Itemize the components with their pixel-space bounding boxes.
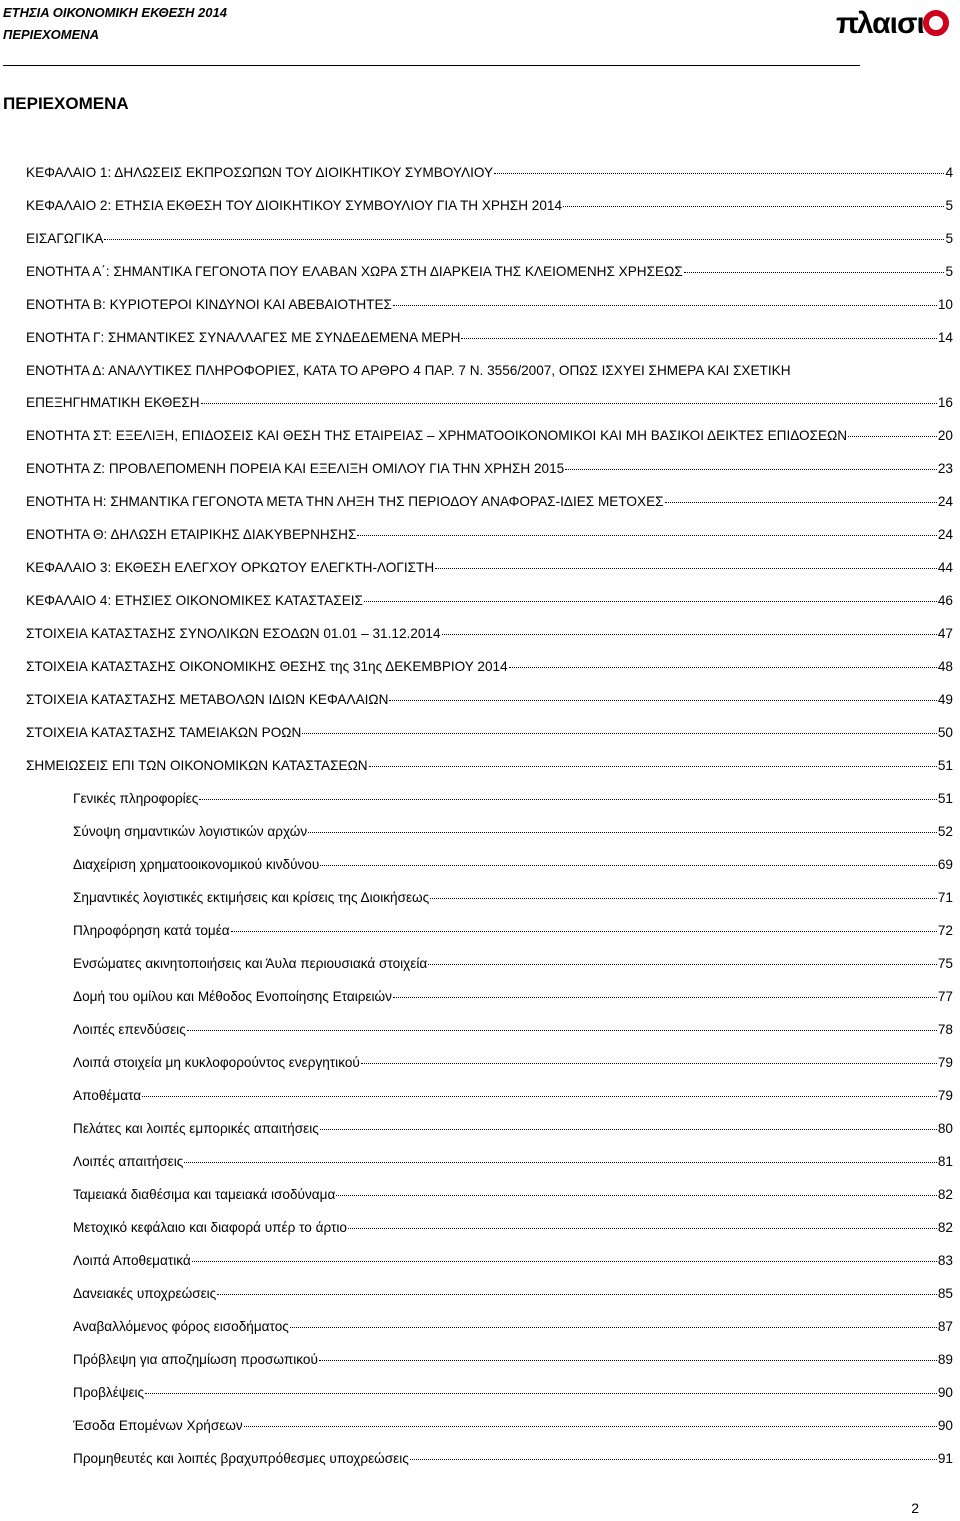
toc-entry[interactable] bbox=[73, 1418, 953, 1440]
dot-leader bbox=[308, 832, 937, 833]
toc-entry[interactable] bbox=[26, 165, 953, 187]
toc-entry-page: 83 bbox=[937, 1253, 953, 1268]
toc-entry[interactable] bbox=[26, 428, 953, 450]
toc-entry-label: ΕΝΟΤΗΤΑ Α΄: ΣΗΜΑΝΤΙΚΑ ΓΕΓΟΝΟΤΑ ΠΟΥ ΕΛΑΒΑΝ ΧΩΡΑ ΣΤΗ ΔΙΑΡΚΕΙΑ ΤΗΣ ΚΛΕΙΟΜΕΝΗΣ ΧΡΗΣΕΩΣ bbox=[26, 264, 683, 279]
toc-entry-page: 47 bbox=[937, 626, 953, 641]
report-title: ΕΤΗΣΙΑ ΟΙΚΟΝΟΜΙΚΗ ΕΚΘΕΣΗ 2014 bbox=[3, 5, 227, 20]
toc-entry-label: ΕΙΣΑΓΩΓΙΚΑ bbox=[26, 231, 104, 246]
toc-entry-page: 23 bbox=[937, 461, 953, 476]
toc-entry-page: 82 bbox=[937, 1220, 953, 1235]
plaisio-logo bbox=[832, 2, 952, 46]
toc-entry-page: 5 bbox=[945, 198, 953, 213]
toc-entry-label: Πληροφόρηση κατά τομέα bbox=[73, 923, 230, 938]
dot-leader bbox=[336, 1195, 937, 1196]
toc-entry-page: 16 bbox=[937, 395, 953, 410]
toc-entry-page: 50 bbox=[937, 725, 953, 740]
toc-entry-page: 51 bbox=[937, 758, 953, 773]
dot-leader bbox=[199, 799, 937, 800]
dot-leader bbox=[348, 1228, 937, 1229]
toc-entry-label: Λοιπά στοιχεία μη κυκλοφορούντος ενεργητικού bbox=[73, 1055, 360, 1070]
toc-entry-page: 82 bbox=[937, 1187, 953, 1202]
header-text-block bbox=[3, 2, 227, 46]
toc-entry[interactable] bbox=[26, 593, 953, 615]
toc-entry-label: ΕΠΕΞΗΓΗΜΑΤΙΚΗ ΕΚΘΕΣΗ bbox=[26, 395, 200, 410]
toc-entry-page: 14 bbox=[937, 330, 953, 345]
dot-leader bbox=[290, 1327, 937, 1328]
toc-entry-page: 49 bbox=[937, 692, 953, 707]
toc-entry-page: 24 bbox=[937, 494, 953, 509]
toc-entry-page: 10 bbox=[937, 297, 953, 312]
toc-entry[interactable] bbox=[73, 857, 953, 879]
toc-entry-label: ΣΤΟΙΧΕΙΑ ΚΑΤΑΣΤΑΣΗΣ ΣΥΝΟΛΙΚΩΝ ΕΣΟΔΩΝ 01.01 – 31.12.2014 bbox=[26, 626, 441, 641]
toc-entry-page: 79 bbox=[937, 1055, 953, 1070]
dot-leader bbox=[430, 898, 937, 899]
toc-entry-label: Λοιπά Αποθεματικά bbox=[73, 1253, 191, 1268]
toc-entry-page: 20 bbox=[937, 428, 953, 443]
toc-entry-page: 24 bbox=[937, 527, 953, 542]
toc-entry[interactable] bbox=[73, 1055, 953, 1077]
toc-entry-label: ΣΤΟΙΧΕΙΑ ΚΑΤΑΣΤΑΣΗΣ ΤΑΜΕΙΑΚΩΝ ΡΟΩΝ bbox=[26, 725, 302, 740]
dot-leader bbox=[320, 1129, 937, 1130]
toc-entry-label: Πρόβλεψη για αποζημίωση προσωπικού bbox=[73, 1352, 318, 1367]
toc-entry[interactable] bbox=[73, 1220, 953, 1242]
toc-entry-page: 80 bbox=[937, 1121, 953, 1136]
header-rule bbox=[3, 65, 860, 66]
toc-entry-page: 79 bbox=[937, 1088, 953, 1103]
svg-text:πλαισι: πλαισι bbox=[836, 7, 924, 40]
toc-entry-label: Λοιπές επενδύσεις bbox=[73, 1022, 186, 1037]
dot-leader bbox=[494, 173, 944, 174]
dot-leader bbox=[393, 305, 937, 306]
toc-entry-label: ΚΕΦΑΛΑΙΟ 3: ΕΚΘΕΣΗ ΕΛΕΓΧΟΥ ΟΡΚΩΤΟΥ ΕΛΕΓΚΤΗ-ΛΟΓΙΣΤΗ bbox=[26, 560, 435, 575]
toc-entry[interactable] bbox=[73, 1385, 953, 1407]
dot-leader bbox=[320, 865, 937, 866]
toc-entry[interactable] bbox=[26, 758, 953, 780]
toc-entry-label: Προβλέψεις bbox=[73, 1385, 145, 1400]
dot-leader bbox=[187, 1030, 937, 1031]
toc-entry[interactable] bbox=[73, 1253, 953, 1275]
toc-entry-page: 90 bbox=[937, 1385, 953, 1400]
toc-entry-page: 77 bbox=[937, 989, 953, 1004]
toc-entry-label: Μετοχικό κεφάλαιο και διαφορά υπέρ το άρτιο bbox=[73, 1220, 347, 1235]
toc-entry-page: 89 bbox=[937, 1352, 953, 1367]
dot-leader bbox=[428, 964, 937, 965]
toc-entry-label: Αποθέματα bbox=[73, 1088, 142, 1103]
toc-entry[interactable] bbox=[26, 461, 953, 483]
toc-entry-label: ΕΝΟΤΗΤΑ Η: ΣΗΜΑΝΤΙΚΑ ΓΕΓΟΝΟΤΑ ΜΕΤΑ ΤΗΝ ΛΗΞΗ ΤΗΣ ΠΕΡΙΟΔΟΥ ΑΝΑΦΟΡΑΣ-ΙΔΙΕΣ ΜΕΤΟΧΕΣ bbox=[26, 494, 664, 509]
toc-entry[interactable] bbox=[26, 527, 953, 549]
toc-entry[interactable] bbox=[26, 725, 953, 747]
toc-entry[interactable] bbox=[73, 1352, 953, 1374]
toc-entry[interactable] bbox=[73, 1154, 953, 1176]
toc-entry-page: 78 bbox=[937, 1022, 953, 1037]
toc-entry-label: ΕΝΟΤΗΤΑ Δ: ΑΝΑΛΥΤΙΚΕΣ ΠΛΗΡΟΦΟΡΙΕΣ, ΚΑΤΑ ΤΟ ΑΡΘΡΟ 4 ΠΑΡ. 7 Ν. 3556/2007, ΟΠΩΣ ΙΣΧΥΕΙ ΣΗΜΕΡΑ ΚΑΙ ΣΧΕΤΙΚΗ bbox=[26, 363, 791, 378]
toc-entry[interactable] bbox=[26, 264, 953, 286]
toc-entry-label: Δανειακές υποχρεώσεις bbox=[73, 1286, 217, 1301]
toc-entry[interactable] bbox=[26, 330, 953, 352]
toc-entry[interactable] bbox=[73, 923, 953, 945]
toc-entry[interactable] bbox=[26, 659, 953, 681]
dot-leader bbox=[184, 1162, 937, 1163]
toc-entry[interactable] bbox=[26, 692, 953, 714]
toc-entry-label: ΚΕΦΑΛΑΙΟ 2: ΕΤΗΣΙΑ ΕΚΘΕΣΗ ΤΟΥ ΔΙΟΙΚΗΤΙΚΟΥ ΣΥΜΒΟΥΛΙΟΥ ΓΙΑ ΤΗ ΧΡΗΣΗ 2014 bbox=[26, 198, 563, 213]
toc-entry[interactable] bbox=[26, 560, 953, 582]
toc-entry-page: 46 bbox=[937, 593, 953, 608]
toc-entry-label: Προμηθευτές και λοιπές βραχυπρόθεσμες υποχρεώσεις bbox=[73, 1451, 409, 1466]
dot-leader bbox=[393, 997, 937, 998]
dot-leader bbox=[192, 1261, 937, 1262]
toc-entry-page: 52 bbox=[937, 824, 953, 839]
toc-entry-label: ΕΝΟΤΗΤΑ Β: ΚΥΡΙΟΤΕΡΟΙ ΚΙΝΔΥΝΟΙ ΚΑΙ ΑΒΕΒΑΙΟΤΗΤΕΣ bbox=[26, 297, 392, 312]
dot-leader bbox=[201, 403, 937, 404]
toc-entry[interactable] bbox=[73, 956, 953, 978]
toc-entry[interactable] bbox=[73, 1121, 953, 1143]
dot-leader bbox=[244, 1426, 937, 1427]
toc-entry[interactable] bbox=[73, 791, 953, 813]
toc-entry-label: ΚΕΦΑΛΑΙΟ 4: ΕΤΗΣΙΕΣ ΟΙΚΟΝΟΜΙΚΕΣ ΚΑΤΑΣΤΑΣΕΙΣ bbox=[26, 593, 363, 608]
dot-leader bbox=[142, 1096, 937, 1097]
toc-entry-label: ΕΝΟΤΗΤΑ ΣΤ: ΕΞΕΛΙΞΗ, ΕΠΙΔΟΣΕΙΣ ΚΑΙ ΘΕΣΗ ΤΗΣ ΕΤΑΙΡΕΙΑΣ – ΧΡΗΜΑΤΟΟΙΚΟΝΟΜΙΚΟΙ ΚΑΙ ΜΗ ΒΑΣΙΚΟΙ ΔΕΙΚΤΕΣ ΕΠΙΔΟΣΕΩΝ bbox=[26, 428, 848, 443]
toc-entry[interactable] bbox=[73, 1286, 953, 1308]
toc-entry[interactable] bbox=[26, 198, 953, 220]
toc-entry-label: Ενσώματες ακινητοποιήσεις και Άυλα περιουσιακά στοιχεία bbox=[73, 956, 428, 971]
dot-leader bbox=[302, 733, 937, 734]
dot-leader bbox=[410, 1459, 937, 1460]
toc-entry[interactable] bbox=[26, 494, 953, 516]
toc-entry-label: Ταμειακά διαθέσιμα και ταμειακά ισοδύναμα bbox=[73, 1187, 336, 1202]
toc-entry[interactable] bbox=[73, 989, 953, 1011]
toc-entry-label: Λοιπές απαιτήσεις bbox=[73, 1154, 184, 1169]
toc-entry[interactable] bbox=[73, 1187, 953, 1209]
toc-entry-label: ΣΤΟΙΧΕΙΑ ΚΑΤΑΣΤΑΣΗΣ ΜΕΤΑΒΟΛΩΝ ΙΔΙΩΝ ΚΕΦΑΛΑΙΩΝ bbox=[26, 692, 389, 707]
toc-entry-label: Σημαντικές λογιστικές εκτιμήσεις και κρίσεις της Διοικήσεως bbox=[73, 890, 430, 905]
toc-entry[interactable] bbox=[26, 395, 953, 417]
toc-entry-label: ΚΕΦΑΛΑΙΟ 1: ΔΗΛΩΣΕΙΣ ΕΚΠΡΟΣΩΠΩΝ ΤΟΥ ΔΙΟΙΚΗΤΙΚΟΥ ΣΥΜΒΟΥΛΙΟΥ bbox=[26, 165, 494, 180]
toc-entry-label: Γενικές πληροφορίες bbox=[73, 791, 199, 806]
toc-entry[interactable] bbox=[73, 1319, 953, 1341]
dot-leader bbox=[357, 535, 937, 536]
toc-entry-label: Αναβαλλόμενος φόρος εισοδήματος bbox=[73, 1319, 289, 1334]
toc-entry-page: 51 bbox=[937, 791, 953, 806]
toc-entry[interactable] bbox=[73, 1088, 953, 1110]
toc-entry[interactable] bbox=[73, 1451, 953, 1473]
toc-entry-page: 90 bbox=[937, 1418, 953, 1433]
toc-entry-page: 4 bbox=[945, 165, 953, 180]
dot-leader bbox=[145, 1393, 937, 1394]
dot-leader bbox=[461, 338, 936, 339]
toc-entry-label: ΕΝΟΤΗΤΑ Θ: ΔΗΛΩΣΗ ΕΤΑΙΡΙΚΗΣ ΔΙΑΚΥΒΕΡΝΗΣΗΣ bbox=[26, 527, 357, 542]
dot-leader bbox=[442, 634, 937, 635]
toc-entry-page: 81 bbox=[937, 1154, 953, 1169]
toc-entry-page: 72 bbox=[937, 923, 953, 938]
dot-leader bbox=[665, 502, 937, 503]
toc-entry[interactable] bbox=[73, 1022, 953, 1044]
toc-entry-label: ΕΝΟΤΗΤΑ Γ: ΣΗΜΑΝΤΙΚΕΣ ΣΥΝΑΛΛΑΓΕΣ ΜΕ ΣΥΝΔΕΔΕΜΕΝΑ ΜΕΡΗ bbox=[26, 330, 461, 345]
page-number: 2 bbox=[911, 1500, 919, 1516]
toc-entry-page: 5 bbox=[945, 264, 953, 279]
toc-entry-label: Δομή του ομίλου και Μέθοδος Ενοποίησης Εταιρειών bbox=[73, 989, 392, 1004]
dot-leader bbox=[217, 1294, 937, 1295]
dot-leader bbox=[369, 766, 937, 767]
toc-entry-page: 87 bbox=[937, 1319, 953, 1334]
toc-entry[interactable] bbox=[26, 626, 953, 648]
dot-leader bbox=[435, 568, 937, 569]
dot-leader bbox=[848, 436, 937, 437]
toc-entry-page: 44 bbox=[937, 560, 953, 575]
dot-leader bbox=[364, 601, 937, 602]
toc-entry-page: 85 bbox=[937, 1286, 953, 1301]
toc-entry[interactable] bbox=[73, 824, 953, 846]
dot-leader bbox=[104, 239, 944, 240]
toc-entry[interactable] bbox=[26, 297, 953, 319]
dot-leader bbox=[361, 1063, 937, 1064]
dot-leader bbox=[389, 700, 936, 701]
page-title: ΠΕΡΙΕΧΟΜΕΝΑ bbox=[3, 94, 129, 113]
toc-entry-page: 48 bbox=[937, 659, 953, 674]
toc-entry-label: ΣΤΟΙΧΕΙΑ ΚΑΤΑΣΤΑΣΗΣ ΟΙΚΟΝΟΜΙΚΗΣ ΘΕΣΗΣ της 31ης ΔΕΚΕΜΒΡΙΟΥ 2014 bbox=[26, 659, 508, 674]
toc-entry-page: 69 bbox=[937, 857, 953, 872]
toc-entry-label: ΣΗΜΕΙΩΣΕΙΣ ΕΠΙ ΤΩΝ ΟΙΚΟΝΟΜΙΚΩΝ ΚΑΤΑΣΤΑΣΕΩΝ bbox=[26, 758, 368, 773]
dot-leader bbox=[231, 931, 937, 932]
dot-leader bbox=[563, 206, 944, 207]
toc-entry-label: Διαχείριση χρηματοοικονομικού κινδύνου bbox=[73, 857, 320, 872]
toc-entry-page: 5 bbox=[945, 231, 953, 246]
toc-entry-label: Πελάτες και λοιπές εμπορικές απαιτήσεις bbox=[73, 1121, 319, 1136]
toc-entry[interactable] bbox=[26, 231, 953, 253]
toc-entry-page: 91 bbox=[937, 1451, 953, 1466]
toc-entry-page: 71 bbox=[937, 890, 953, 905]
toc-entry-label: Έσοδα Επομένων Χρήσεων bbox=[73, 1418, 243, 1433]
dot-leader bbox=[684, 272, 945, 273]
toc-entry[interactable] bbox=[73, 890, 953, 912]
dot-leader bbox=[319, 1360, 937, 1361]
toc-entry-page: 75 bbox=[937, 956, 953, 971]
toc-entry-label: Σύνοψη σημαντικών λογιστικών αρχών bbox=[73, 824, 308, 839]
dot-leader bbox=[565, 469, 937, 470]
dot-leader bbox=[509, 667, 937, 668]
toc-entry-label: ΕΝΟΤΗΤΑ Ζ: ΠΡΟΒΛΕΠΟΜΕΝΗ ΠΟΡΕΙΑ ΚΑΙ ΕΞΕΛΙΞΗ ΟΜΙΛΟΥ ΓΙΑ ΤΗΝ ΧΡΗΣΗ 2015 bbox=[26, 461, 565, 476]
section-title: ΠΕΡΙΕΧΟΜΕΝΑ bbox=[3, 27, 100, 42]
